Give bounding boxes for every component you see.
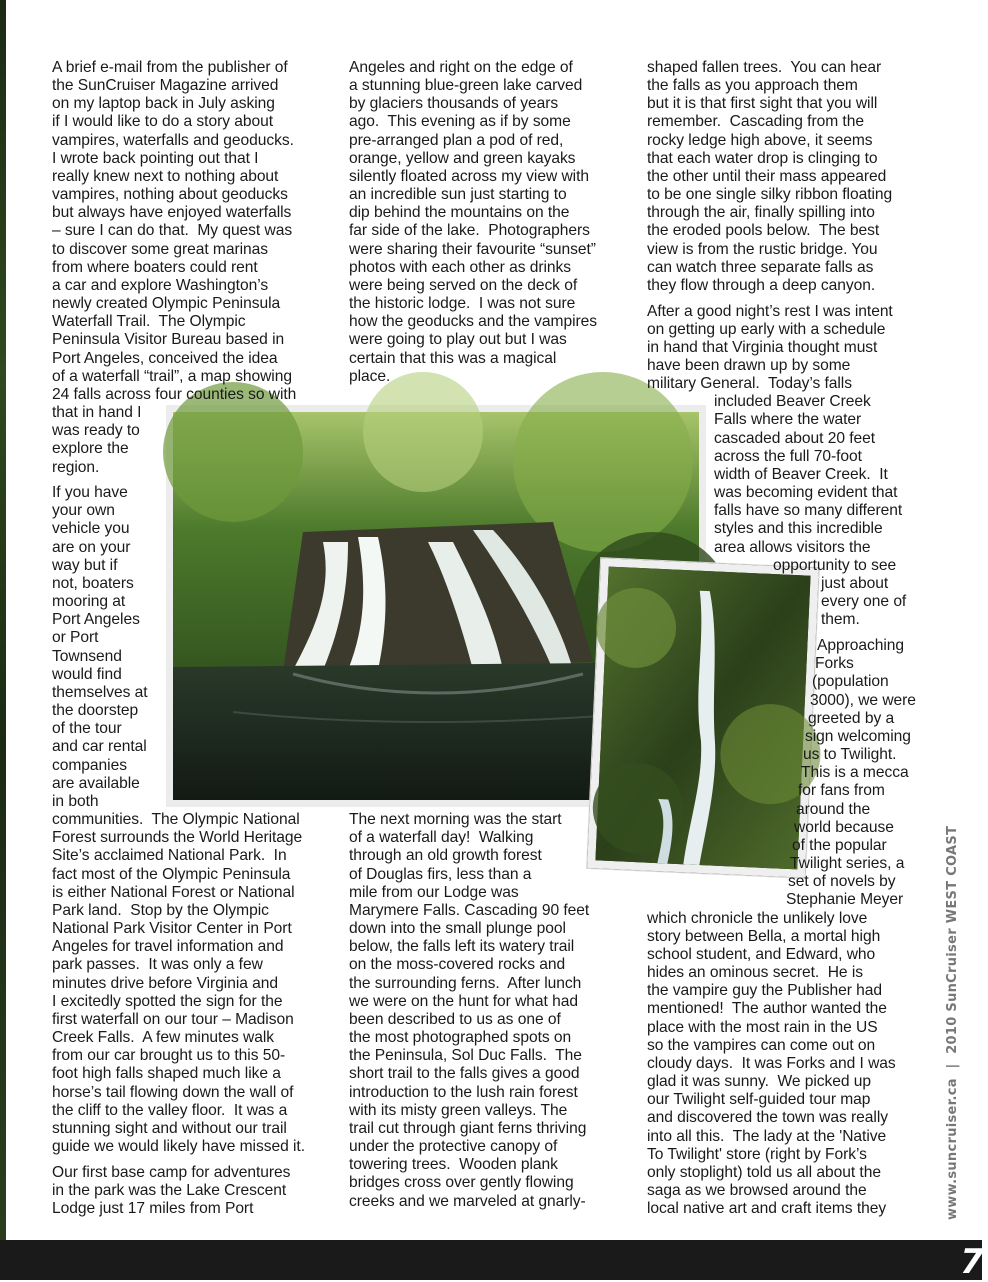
col2-line: ago. This evening as if by some [349, 113, 571, 130]
col2-line: mile from our Lodge was [349, 884, 519, 901]
col3-line: To Twilight' store (right by Fork’s [647, 1146, 867, 1163]
col1-line: and car rental [52, 738, 147, 755]
col2-line: Angeles and right on the edge of [349, 59, 573, 76]
col2-line: place. [349, 368, 391, 385]
col1-line: from our car brought us to this 50- [52, 1047, 286, 1064]
col3-line: them. [821, 611, 860, 628]
col2-line: down into the small plunge pool [349, 920, 566, 937]
col1-line: vampires, nothing about geoducks [52, 186, 288, 203]
col2-line: were sharing their favourite “sunset” [349, 241, 596, 258]
col3-line: Approaching [817, 637, 905, 654]
col3-line: saga as we browsed around the [647, 1182, 867, 1199]
col2-line: The next morning was the start [349, 811, 562, 828]
col1-line: of a waterfall “trail”, a map showing [52, 368, 292, 385]
col2-line: we were on the hunt for what had [349, 993, 578, 1010]
col2-line: the most photographed spots on [349, 1029, 572, 1046]
col3-line: Twilight series, a [790, 855, 905, 872]
col1-line: A brief e-mail from the publisher of [52, 59, 288, 76]
col3-line: width of Beaver Creek. It [714, 466, 888, 483]
col2-line: under the protective canopy of [349, 1138, 558, 1155]
col2-line: trail cut through giant ferns thriving [349, 1120, 587, 1137]
col3-line: around the [796, 801, 871, 818]
col2-line: were going to play out but I was [349, 331, 567, 348]
col1-line: from where boaters could rent [52, 259, 258, 276]
col1-line: newly created Olympic Peninsula [52, 295, 281, 312]
col3-line: cascaded about 20 feet [714, 430, 876, 447]
col3-line: area allows visitors the [714, 539, 871, 556]
col1-line: on my laptop back in July asking [52, 95, 275, 112]
col3-line: included Beaver Creek [714, 393, 871, 410]
col3-line: the falls as you approach them [647, 77, 858, 94]
col1-line: that in hand I [52, 404, 142, 421]
col3-line: Forks [815, 655, 854, 672]
col2-line: by glaciers thousands of years [349, 95, 559, 112]
sol-duc-falls-photo [587, 558, 819, 878]
col1-line: horse’s tail flowing down the wall of [52, 1084, 294, 1101]
col3-line: and discovered the town was really [647, 1109, 889, 1126]
col1-line: communities. The Olympic National [52, 811, 300, 828]
side-credit: www.suncruiser.ca | 2010 SunCruiser WEST COAST [945, 825, 960, 1220]
page-number: 7 [955, 1242, 988, 1282]
col3-line: to be one single silky ribbon floating [647, 186, 893, 203]
col1-line: I wrote back pointing out that I [52, 150, 259, 167]
col3-line: story between Bella, a mortal high [647, 928, 881, 945]
col2-line: on the moss-covered rocks and [349, 956, 566, 973]
col1-line: in both [52, 793, 99, 810]
col1-line: vehicle you [52, 520, 130, 537]
col1-line: stunning sight and without our trail [52, 1120, 287, 1137]
col1-line: region. [52, 459, 100, 476]
col2-line: with its misty green valleys. The [349, 1102, 568, 1119]
col2-line: short trail to the falls gives a good [349, 1065, 580, 1082]
col1-line: Peninsula Visitor Bureau based in [52, 331, 285, 348]
col1-line: Lodge just 17 miles from Port [52, 1200, 254, 1217]
col3-line: so the vampires can come out on [647, 1037, 876, 1054]
col1-line: – sure I can do that. My quest was [52, 222, 293, 239]
col1-line: mooring at [52, 593, 126, 610]
col2-line: photos with each other as drinks [349, 259, 572, 276]
col3-line: the eroded pools below. The best [647, 222, 880, 239]
col2-line: bridges cross over gently flowing [349, 1174, 574, 1191]
col1-line: 24 falls across four counties so with [52, 386, 297, 403]
col3-line: every one of [821, 593, 907, 610]
col2-line: dip behind the mountains on the [349, 204, 570, 221]
col1-line: in the park was the Lake Crescent [52, 1182, 287, 1199]
col1-line: way but if [52, 557, 118, 574]
col3-line: place with the most rain in the US [647, 1019, 878, 1036]
col3-line: for fans from [798, 782, 885, 799]
col2-line: how the geoducks and the vampires [349, 313, 598, 330]
col1-line: the doorstep [52, 702, 139, 719]
col1-line: are on your [52, 539, 131, 556]
col1-line: your own [52, 502, 115, 519]
col2-line: silently floated across my view with [349, 168, 589, 185]
col1-line: Port Angeles, conceived the idea [52, 350, 278, 367]
col2-line: Marymere Falls. Cascading 90 feet [349, 902, 590, 919]
col2-line: through an old growth forest [349, 847, 542, 864]
col3-line: which chronicle the unlikely love [647, 910, 868, 927]
col1-line: but always have enjoyed waterfalls [52, 204, 292, 221]
col3-line: have been drawn up by some [647, 357, 851, 374]
col3-line: sign welcoming [805, 728, 911, 745]
col1-line: park passes. It was only a few [52, 956, 263, 973]
col3-line: opportunity to see [773, 557, 897, 574]
col1-line: or Port [52, 629, 99, 646]
col1-line: Park land. Stop by the Olympic [52, 902, 269, 919]
col1-line: Creek Falls. A few minutes walk [52, 1029, 274, 1046]
col3-line: (population [812, 673, 889, 690]
col1-line: would find [52, 666, 122, 683]
col3-line: into all this. The lady at the 'Native [647, 1128, 887, 1145]
col1-line: if I would like to do a story about [52, 113, 274, 130]
col3-line: set of novels by [788, 873, 896, 890]
col3-line: the other until their mass appeared [647, 168, 887, 185]
footer-bar [0, 1240, 982, 1280]
col1-line: Forest surrounds the World Heritage [52, 829, 303, 846]
col2-line: pre-arranged plan a pod of red, [349, 132, 564, 149]
col1-line: If you have [52, 484, 128, 501]
col2-line: the historic lodge. I was not sure [349, 295, 576, 312]
col3-line: Falls where the water [714, 411, 862, 428]
col3-line: the vampire guy the Publisher had [647, 982, 882, 999]
col3-line: 3000), we were [810, 692, 916, 709]
col3-line: greeted by a [808, 710, 895, 727]
col2-line: far side of the lake. Photographers [349, 222, 590, 239]
col3-line: just about [821, 575, 889, 592]
col1-line: National Park Visitor Center in Port [52, 920, 292, 937]
page-edge-photo-strip [0, 0, 6, 1240]
col2-line: the surrounding ferns. After lunch [349, 975, 582, 992]
col3-line: rocky ledge high above, it seems [647, 132, 873, 149]
col3-line: of the popular [792, 837, 887, 854]
col2-line: creeks and we marveled at gnarly- [349, 1193, 586, 1210]
col3-line: view is from the rustic bridge. You [647, 241, 878, 258]
col3-line: that each water drop is clinging to [647, 150, 878, 167]
col1-line: Our first base camp for adventures [52, 1164, 291, 1181]
col2-line: were being served on the deck of [349, 277, 578, 294]
col3-line: cloudy days. It was Forks and I was [647, 1055, 896, 1072]
col1-line: explore the [52, 440, 129, 457]
col3-line: school student, and Edward, who [647, 946, 876, 963]
col2-line: orange, yellow and green kayaks [349, 150, 576, 167]
col3-line: falls have so many different [714, 502, 903, 519]
col1-line: really knew next to nothing about [52, 168, 279, 185]
col3-line: us to Twilight. [803, 746, 897, 763]
col2-line: the Peninsula, Sol Duc Falls. The [349, 1047, 582, 1064]
col1-line: the SunCruiser Magazine arrived [52, 77, 279, 94]
col3-line: they flow through a deep canyon. [647, 277, 876, 294]
col2-line: of Douglas firs, less than a [349, 866, 532, 883]
col3-line: shaped fallen trees. You can hear [647, 59, 882, 76]
col1-line: minutes drive before Virginia and [52, 975, 279, 992]
col3-line: styles and this incredible [714, 520, 883, 537]
col1-line: first waterfall on our tour – Madison [52, 1011, 294, 1028]
col1-line: foot high falls shaped much like a [52, 1065, 281, 1082]
col3-line: remember. Cascading from the [647, 113, 864, 130]
col2-line: towering trees. Wooden plank [349, 1156, 558, 1173]
col3-line: was becoming evident that [714, 484, 898, 501]
col3-line: on getting up early with a schedule [647, 321, 886, 338]
col1-line: is either National Forest or National [52, 884, 295, 901]
col2-line: certain that this was a magical [349, 350, 557, 367]
col1-line: Site’s acclaimed National Park. In [52, 847, 287, 864]
col1-line: fact most of the Olympic Peninsula [52, 866, 291, 883]
col1-line: are available [52, 775, 140, 792]
col1-line: vampires, waterfalls and geoducks. [52, 132, 294, 149]
col3-line: glad it was sunny. We picked up [647, 1073, 872, 1090]
col1-line: guide we would likely have missed it. [52, 1138, 305, 1155]
col1-line: Waterfall Trail. The Olympic [52, 313, 246, 330]
col3-line: can watch three separate falls as [647, 259, 874, 276]
col3-line: our Twilight self-guided tour map [647, 1091, 871, 1108]
col1-line: I excitedly spotted the sign for the [52, 993, 283, 1010]
col2-line: a stunning blue-green lake carved [349, 77, 583, 94]
col3-line: across the full 70-foot [714, 448, 862, 465]
col3-line: world because [794, 819, 894, 836]
col3-line: mentioned! The author wanted the [647, 1000, 887, 1017]
col3-line: military General. Today’s falls [647, 375, 852, 392]
col1-line: was ready to [52, 422, 140, 439]
col1-line: companies [52, 757, 127, 774]
col1-line: Port Angeles [52, 611, 140, 628]
col3-line: through the air, finally spilling into [647, 204, 875, 221]
col3-line: only stoplight) told us all about the [647, 1164, 881, 1181]
col3-line: This is a mecca [801, 764, 909, 781]
col1-line: to discover some great marinas [52, 241, 269, 258]
col2-line: of a waterfall day! Walking [349, 829, 534, 846]
col3-line: After a good night’s rest I was intent [647, 303, 893, 320]
col1-line: not, boaters [52, 575, 134, 592]
col2-line: an incredible sun just starting to [349, 186, 567, 203]
col1-line: of the tour [52, 720, 122, 737]
col1-line: a car and explore Washington’s [52, 277, 269, 294]
col2-line: introduction to the lush rain forest [349, 1084, 578, 1101]
col3-line: Stephanie Meyer [786, 891, 904, 908]
col1-line: the cliff to the valley floor. It was a [52, 1102, 288, 1119]
col2-line: below, the falls left its watery trail [349, 938, 575, 955]
col3-line: hides an ominous secret. He is [647, 964, 864, 981]
col1-line: Angeles for travel information and [52, 938, 284, 955]
col1-line: Townsend [52, 648, 122, 665]
col3-line: but it is that first sight that you will [647, 95, 878, 112]
col3-line: in hand that Virginia thought must [647, 339, 878, 356]
col1-line: themselves at [52, 684, 148, 701]
col3-line: local native art and craft items they [647, 1200, 887, 1217]
col2-line: been described to us as one of [349, 1011, 561, 1028]
